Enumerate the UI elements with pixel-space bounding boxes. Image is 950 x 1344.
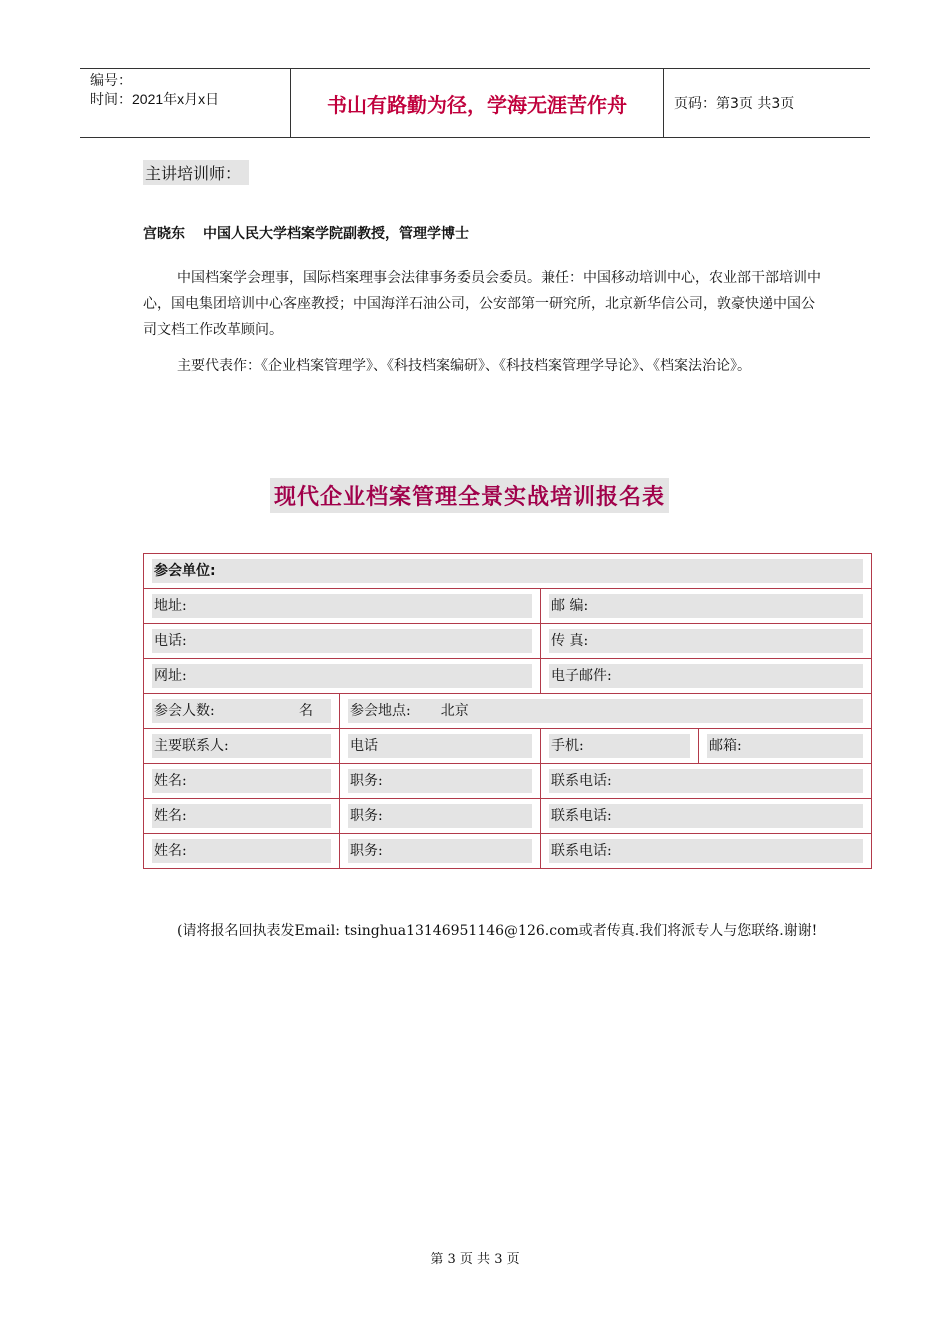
name-label: 姓名:	[154, 773, 187, 789]
trainer-title: 中国人民大学档案学院副教授，管理学博士	[203, 226, 469, 242]
table-row	[144, 624, 872, 659]
page-footer: 第 3 页 共 3 页	[430, 1252, 520, 1267]
venue-field[interactable]	[348, 699, 863, 723]
phone-field[interactable]	[152, 629, 532, 653]
position-label: 职务:	[350, 773, 383, 789]
tel-label: 联系电话:	[551, 843, 612, 859]
phone-label: 电话:	[154, 633, 187, 649]
fax-label: 传 真:	[551, 633, 589, 649]
name-label: 姓名:	[154, 843, 187, 859]
name-field[interactable]	[152, 804, 331, 828]
table-row	[144, 554, 872, 589]
fax-field[interactable]	[549, 629, 863, 653]
position-field[interactable]	[348, 769, 532, 793]
address-label: 地址:	[154, 598, 187, 614]
tel-field[interactable]	[549, 769, 863, 793]
table-row	[144, 729, 872, 764]
mailbox-field[interactable]	[707, 734, 863, 758]
position-label: 职务:	[350, 843, 383, 859]
table-row	[144, 694, 872, 729]
page-header	[80, 68, 870, 138]
name-label: 姓名:	[154, 808, 187, 824]
org-field[interactable]	[152, 559, 863, 583]
email-label: 电子邮件:	[551, 668, 612, 684]
venue-label: 参会地点:	[350, 703, 411, 719]
attendees-unit: 名	[299, 703, 313, 719]
trainer-works: 主要代表作：《企业档案管理学》、《科技档案编研》、《科技档案管理学导论》、《档案法治论》。	[177, 358, 751, 374]
header-motto: 书山有路勤为径，学海无涯苦作舟	[290, 69, 664, 137]
form-title: 现代企业档案管理全景实战培训报名表	[270, 478, 669, 513]
serial-label: 编号：	[90, 72, 132, 88]
trainer-name: 宫晓东	[143, 226, 185, 242]
contact-label: 主要联系人:	[154, 738, 229, 754]
address-field[interactable]	[152, 594, 532, 618]
attendees-label: 参会人数:	[154, 703, 215, 719]
org-label: 参会单位:	[154, 563, 216, 579]
position-label: 职务:	[350, 808, 383, 824]
position-field[interactable]	[348, 839, 532, 863]
contact-phone-label: 电话	[350, 738, 378, 754]
tel-field[interactable]	[549, 804, 863, 828]
submission-note: (请将报名回执表发Email: tsinghua13146951146@126.com或者传真.我们将派专人与您联络.谢谢!	[177, 923, 818, 939]
table-row	[144, 589, 872, 624]
table-row	[144, 834, 872, 869]
mobile-field[interactable]	[549, 734, 690, 758]
mobile-label: 手机:	[551, 738, 584, 754]
postcode-field[interactable]	[549, 594, 863, 618]
trainer-bio: 中国档案学会理事，国际档案理事会法律事务委员会委员。兼任：中国移动培训中心，农业部干部培训中心，国电集团培训中心客座教授；中国海洋石油公司，公安部第一研究所，北京新华信公司，敦豪快递中国公司文档工作改革顾问。	[143, 270, 821, 338]
trainer-name-line	[143, 223, 469, 243]
header-page-number: 页码：第3页 共3页	[674, 96, 795, 112]
website-label: 网址:	[154, 668, 187, 684]
time-label: 时间：2021年x月x日	[90, 91, 220, 107]
contact-phone-field[interactable]	[348, 734, 532, 758]
contact-field[interactable]	[152, 734, 331, 758]
table-row	[144, 659, 872, 694]
header-meta	[80, 69, 290, 137]
position-field[interactable]	[348, 804, 532, 828]
registration-table	[143, 553, 872, 869]
website-field[interactable]	[152, 664, 532, 688]
tel-field[interactable]	[549, 839, 863, 863]
tel-label: 联系电话:	[551, 773, 612, 789]
email-field[interactable]	[549, 664, 863, 688]
tel-label: 联系电话:	[551, 808, 612, 824]
table-row	[144, 764, 872, 799]
table-row	[144, 799, 872, 834]
trainer-heading: 主讲培训师：	[143, 160, 249, 185]
name-field[interactable]	[152, 839, 331, 863]
postcode-label: 邮 编:	[551, 598, 589, 614]
venue-value: 北京	[440, 703, 469, 719]
name-field[interactable]	[152, 769, 331, 793]
mailbox-label: 邮箱:	[709, 738, 742, 754]
attendees-field[interactable]	[152, 699, 331, 723]
